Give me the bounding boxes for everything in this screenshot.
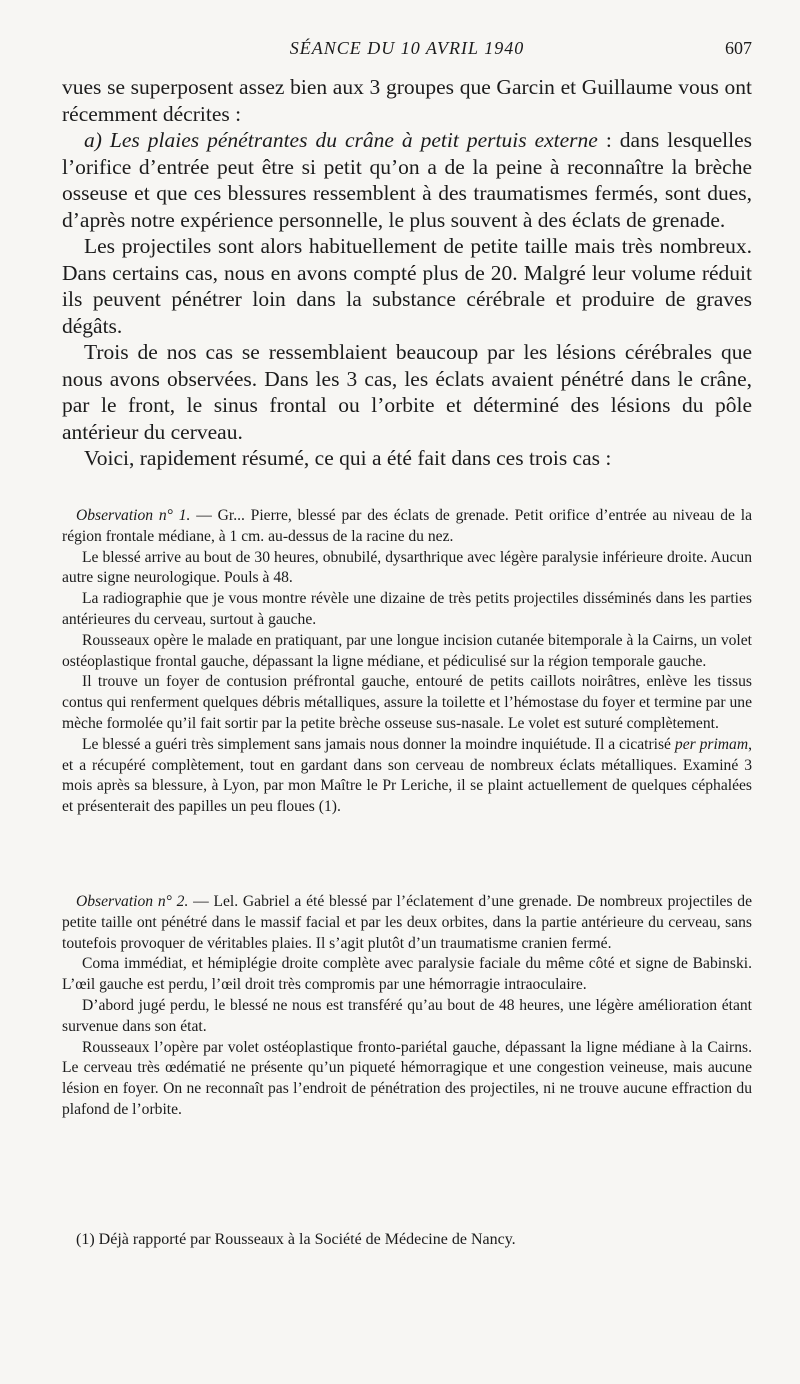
observation-1-operation: Rousseaux opère le malade en pratiquant, par une longue incision cutanée bitemporale à la Cairns, un volet ostéoplastique frontal gauche, dépassant la ligne médiane, et pédiculisé sur la région temporale gauche.: [62, 631, 752, 670]
paragraph-intro: vues se superposent assez bien aux 3 groupes que Garcin et Guillaume vous ont récemment décrites :: [62, 75, 752, 126]
observation-1: [62, 506, 752, 818]
observation-1-outcome: [62, 735, 752, 818]
observation-2-transfer: D’abord jugé perdu, le blessé ne nous est transféré qu’au bout de 48 heures, une légère amélioration étant survenue dans son état.: [62, 996, 752, 1035]
observation-1-intro: — Gr... Pierre, blessé par des éclats de grenade. Petit orifice d’entrée au niveau de la région frontale médiane, à 1 cm. au-dessus de la racine du nez.: [62, 507, 752, 545]
observation-1-findings: Il trouve un foyer de contusion préfrontal gauche, entouré de petits caillots noirâtres, enlève les tissus contus qui renferment quelques débris métalliques, assure la toilette et l’hémostase du foyer et termine par une mèche formolée qu’il fait sortir par la petite brèche osseuse sus-nasale. Le volet est suturé complètement.: [62, 673, 752, 732]
main-text: [62, 74, 752, 472]
observation-1-heading: [62, 506, 752, 548]
observation-1-arrival: Le blessé arrive au bout de 30 heures, obnubilé, dysarthrique avec légère paralysie inférieure droite. Aucun autre signe neurologique. Pouls à 48.: [62, 548, 752, 587]
observation-2-intro: — Lel. Gabriel a été blessé par l’éclatement d’une grenade. De nombreux projectiles de petite taille ont pénétré dans le massif facial et par les deux orbites, dans la partie antérieure du cerveau, sans toutefois provoquer de véritables plaies. Il s’agit plutôt d’un traumatisme cranien fermé.: [62, 893, 752, 952]
observation-2-operation: Rousseaux l’opère par volet ostéoplastique fronto-pariétal gauche, dépassant la ligne médiane à la Cairns. Le cerveau très œdématié ne présente qu’un piqueté hémorragique et une congestion veineuse, mais aucune lésion en foyer. On ne reconnaît pas l’endroit de pénétration des projectiles, ni ne trouve aucune effraction du plafond de l’orbite.: [62, 1038, 752, 1118]
observation-2-heading: [62, 892, 752, 954]
observation-1-radiography: La radiographie que je vous montre révèle une dizaine de très petits projectiles disséminés dans les parties antérieures du cerveau, surtout à gauche.: [62, 590, 752, 628]
page-number: 607: [725, 38, 752, 58]
category-label: a): [84, 128, 102, 152]
observation-2-label: Observation n° 2.: [76, 893, 189, 910]
footnote: (1) Déjà rapporté par Rousseaux à la Société de Médecine de Nancy.: [76, 1231, 516, 1248]
observation-2-symptoms: Coma immédiat, et hémiplégie droite complète avec paralysie faciale du même côté et signe de Babinski. L’œil gauche est perdu, l’œil droit très compromis par une hémorragie intraoculaire.: [62, 955, 752, 994]
observation-1-outcome-b: , et a récupéré complètement, tout en gardant dans son cerveau de nombreux éclats métalliques. Examiné 3 mois après sa blessure, à Lyon, par mon Maître le Pr Leriche, il se plaint actuellement de quelques céphalées et présenterait des papilles un peu floues (1).: [62, 735, 753, 816]
category-title: Les plaies pénétrantes du crâne à petit pertuis externe: [109, 128, 598, 152]
page-header: [62, 38, 752, 60]
paragraph-summary-intro: Voici, rapidement résumé, ce qui a été fait dans ces trois cas :: [84, 446, 612, 470]
paragraph-category-a: [62, 127, 752, 233]
observation-1-outcome-italic: per primam: [674, 735, 749, 753]
observation-2: [62, 892, 752, 1121]
paragraph-projectiles: Les projectiles sont alors habituellement de petite taille mais très nombreux. Dans certains cas, nous en avons compté plus de 20. Malgré leur volume réduit ils peuvent pénétrer loin dans la substance cérébrale et produire de graves dégâts.: [62, 234, 752, 338]
category-description: : dans lesquelles l’orifice d’entrée peut être si petit qu’on a de la peine à reconnaître la brèche osseuse et que ces blessures ressemblent à des traumatismes fermés, sont dues, d’après notre expérience personnelle, le plus souvent à des éclats de grenade.: [62, 128, 753, 232]
running-title: SÉANCE DU 10 AVRIL 1940: [289, 38, 525, 58]
observation-1-outcome-a: Le blessé a guéri très simplement sans jamais nous donner la moindre inquiétude. Il a cicatrisé: [82, 735, 675, 753]
observation-1-label: Observation n° 1.: [76, 507, 191, 524]
paragraph-three-cases: Trois de nos cas se ressemblaient beaucoup par les lésions cérébrales que nous avons observées. Dans les 3 cas, les éclats avaient pénétré dans le crâne, par le front, le sinus frontal ou l’orbite et déterminé des lésions du pôle antérieur du cerveau.: [62, 340, 752, 444]
